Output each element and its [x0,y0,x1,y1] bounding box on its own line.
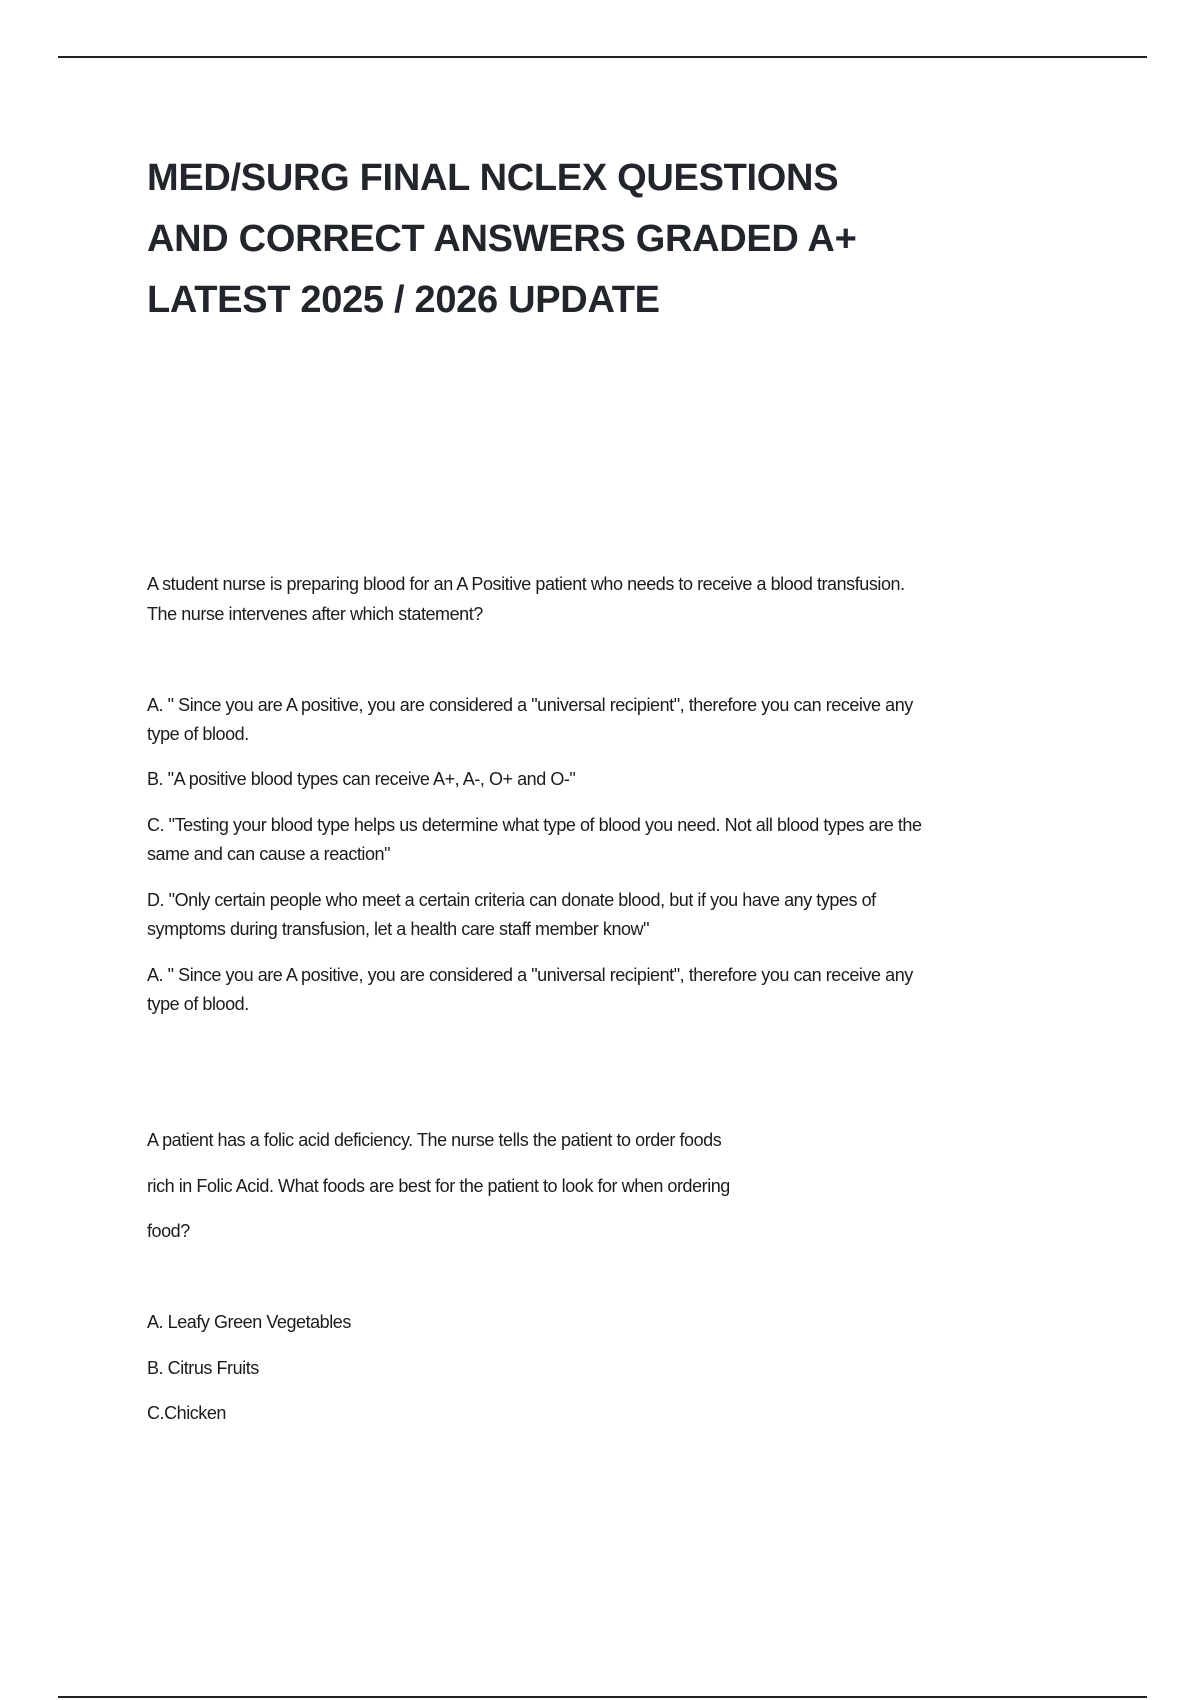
option-a: A. Leafy Green Vegetables [147,1312,351,1332]
question-stem: The nurse intervenes after which statement? [147,604,483,624]
title-line: AND CORRECT ANSWERS GRADED A+ [147,218,857,260]
question-stem: rich in Folic Acid. What foods are best for the patient to look for when ordering [147,1176,730,1196]
title-line: LATEST 2025 / 2026 UPDATE [147,279,660,321]
document-title [147,148,856,331]
footer-rule [58,1696,1147,1698]
title-line: MED/SURG FINAL NCLEX QUESTIONS [147,157,839,199]
answer: A. " Since you are A positive, you are considered a "universal recipient", therefore you can receive any [147,965,913,985]
option-c: C.Chicken [147,1403,226,1423]
option-c: C. "Testing your blood type helps us determine what type of blood you need. Not all blood types are the [147,815,922,835]
option-b: B. "A positive blood types can receive A+, A-, O+ and O-" [147,769,576,789]
option-d: symptoms during transfusion, let a health care staff member know" [147,919,650,939]
option-b: B. Citrus Fruits [147,1358,259,1378]
header-rule [58,56,1147,58]
question-stem: A patient has a folic acid deficiency. The nurse tells the patient to order foods [147,1130,722,1150]
answer: type of blood. [147,994,249,1014]
question-stem: food? [147,1221,190,1241]
option-a: A. " Since you are A positive, you are considered a "universal recipient", therefore you can receive any [147,695,913,715]
option-d: D. "Only certain people who meet a certain criteria can donate blood, but if you have any types of [147,890,876,910]
option-a: type of blood. [147,724,249,744]
option-c: same and can cause a reaction" [147,844,391,864]
question-stem: A student nurse is preparing blood for an A Positive patient who needs to receive a blood transfusion. [147,574,905,594]
